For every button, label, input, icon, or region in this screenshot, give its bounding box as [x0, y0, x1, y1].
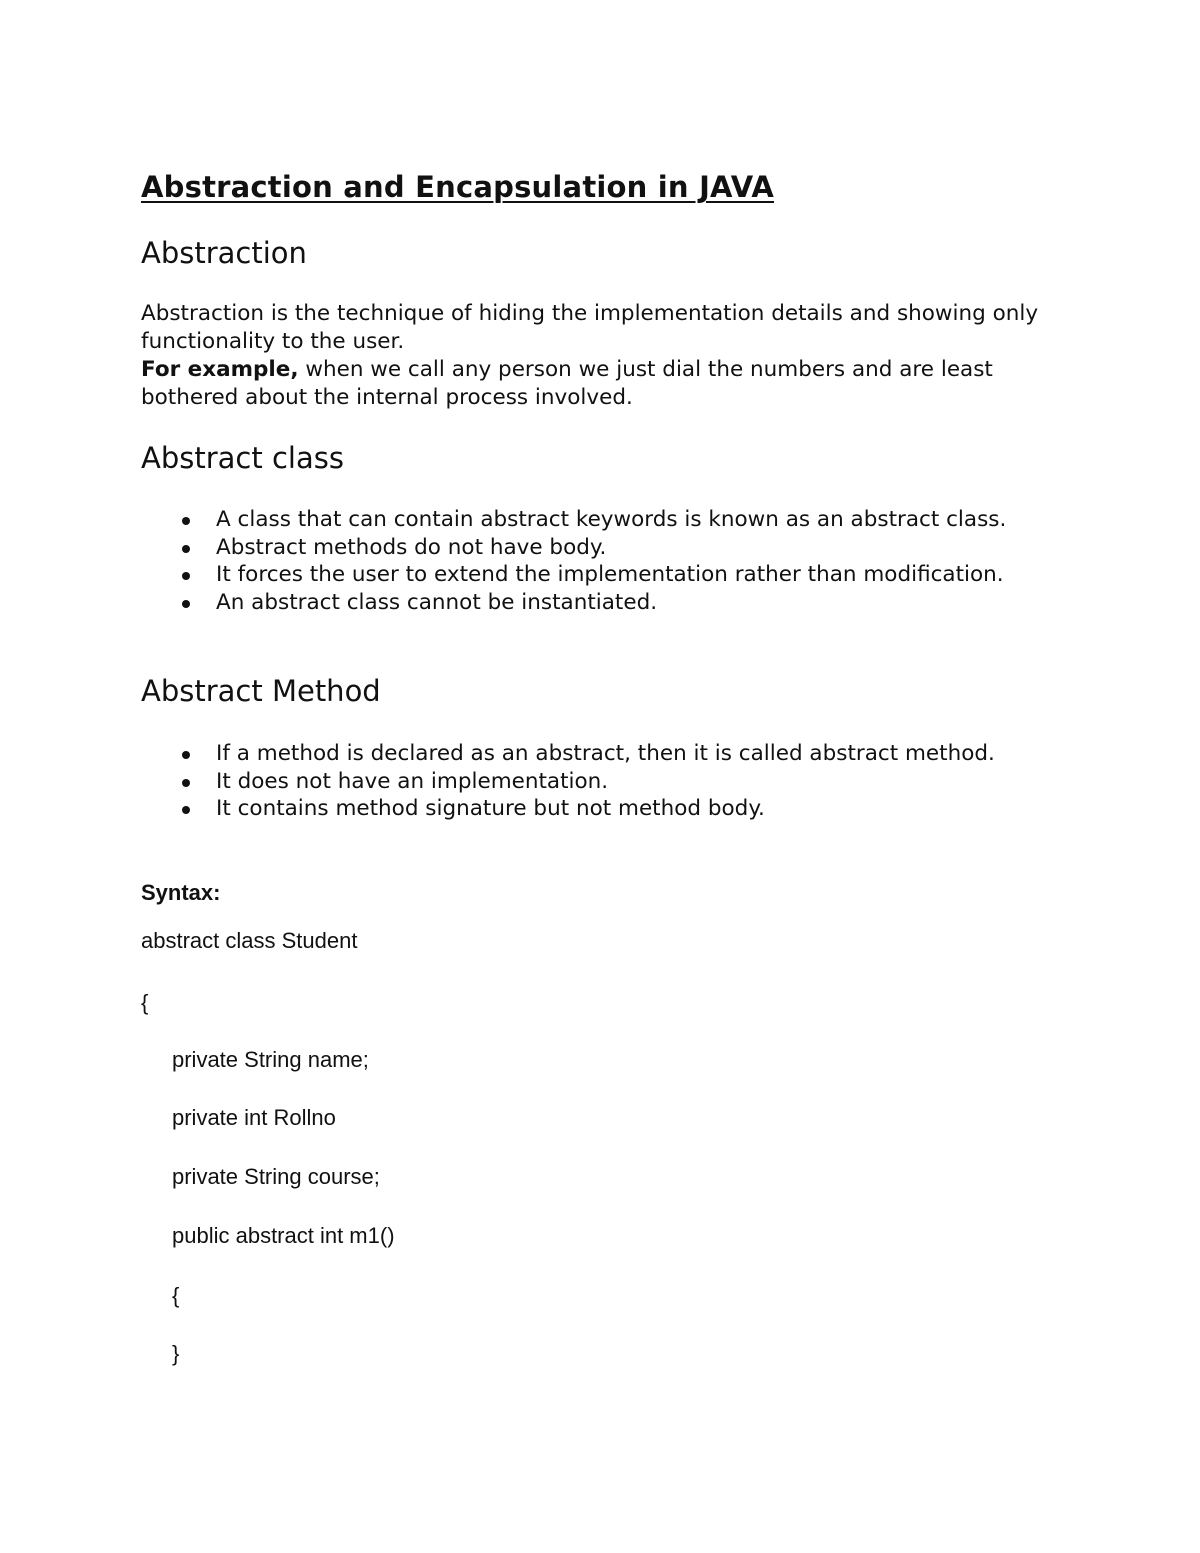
code-line: abstract class Student: [141, 928, 358, 953]
syntax-label: Syntax:: [141, 880, 221, 905]
list-item-text: A class that can contain abstract keywords is known as an abstract class.: [216, 507, 1007, 532]
list-item: [141, 506, 1006, 534]
list-item: [141, 534, 1006, 562]
heading-abstract-class: Abstract class: [141, 441, 344, 475]
code-line: {: [141, 990, 149, 1015]
heading-abstract-method: Abstract Method: [141, 674, 381, 708]
heading-abstraction: Abstraction: [141, 236, 307, 270]
bullet-icon: [182, 545, 190, 553]
list-item: [141, 740, 995, 768]
list-item: [141, 589, 1006, 617]
code-line: private int Rollno: [172, 1105, 336, 1130]
list-item-text: If a method is declared as an abstract, then it is called abstract method.: [216, 741, 995, 766]
bullet-icon: [182, 572, 190, 580]
list-item-text: It forces the user to extend the implementation rather than modification.: [216, 562, 1004, 587]
bullet-icon: [182, 751, 190, 759]
list-item-text: It contains method signature but not method body.: [216, 796, 765, 821]
bullet-icon: [182, 779, 190, 787]
example-label: For example,: [141, 357, 299, 382]
abstract-class-list: [141, 506, 1006, 616]
document-title: Abstraction and Encapsulation in JAVA: [141, 170, 775, 204]
code-line: public abstract int m1(): [172, 1223, 395, 1248]
example-text: when we call any person we just dial the numbers and are least bothered about the internal process involved.: [141, 357, 993, 410]
code-line: }: [172, 1341, 180, 1366]
bullet-icon: [182, 517, 190, 525]
abstraction-paragraph: [141, 300, 1061, 412]
code-line: private String name;: [172, 1047, 369, 1072]
code-line: private String course;: [172, 1164, 380, 1189]
list-item-text: It does not have an implementation.: [216, 768, 609, 794]
abstract-method-list: [141, 740, 995, 823]
bullet-icon: [182, 806, 190, 814]
code-line: {: [172, 1283, 180, 1308]
abstraction-definition: Abstraction is the technique of hiding the implementation details and showing only functionality to the user.: [141, 301, 1039, 354]
bullet-icon: [182, 600, 190, 608]
list-item: [141, 768, 995, 796]
list-item: [141, 795, 995, 823]
list-item: [141, 561, 1006, 589]
list-item-text: Abstract methods do not have body.: [216, 534, 607, 560]
list-item-text: An abstract class cannot be instantiated.: [216, 589, 658, 615]
